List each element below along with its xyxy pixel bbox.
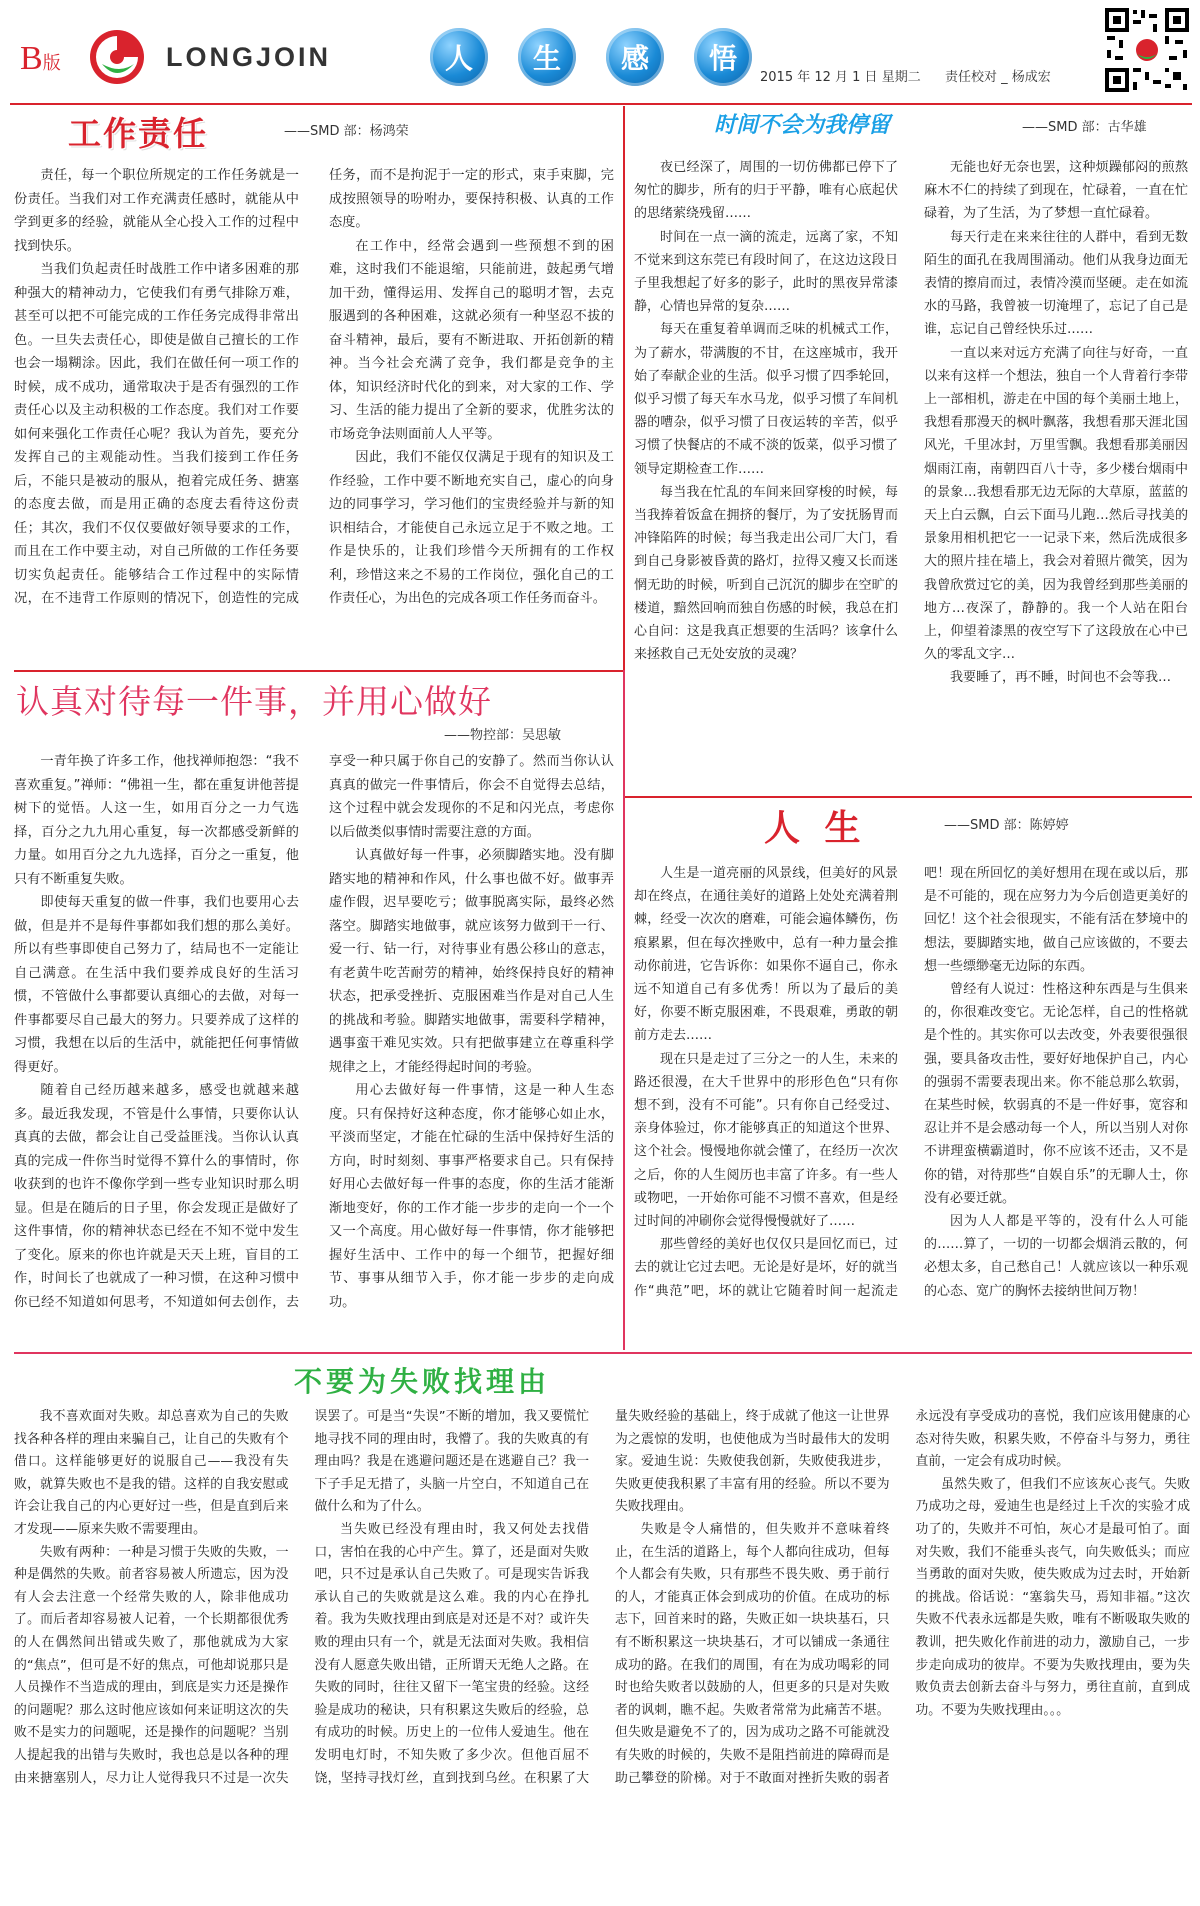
paragraph: 在工作中，经常会遇到一些预想不到的困难，这时我们不能退缩，只能前进，鼓起勇气增加干劲，懂得运用、发挥自己的聪明才智，去克服遇到的各种困难，这就必须有一种坚忍不拔的奋斗精神，最后，要有不断进取、开拓创新的精神。当今社会充满了竞争，我们都是竞争的主体，知识经济时代化的到来，对大家的工作、学习、生活的能力提出了全新的要求，优胜劣汰的市场竞争法则面前人人平等。 <box>329 238 614 442</box>
column-divider <box>623 670 625 1350</box>
article-title: 人 生 <box>764 808 867 849</box>
paragraph: 即使每天重复的做一件事，我们也要用心去做，但是并不是每件事都如我们想的那么美好。所以有些事即使自己努力了，结局也不一定能让自己满意。在生活中我们要养成良好的生活习惯，不管做什么事都要认真细心的去做，对每一件事都要尽自己最大的努力。只要养成了这样的习惯，我想在以后的生活中，就能把任何事情做得更好。 <box>14 895 299 1075</box>
article-title: 时间不会为我停留 <box>714 113 891 138</box>
article-title: 不要为失败找理由 <box>294 1365 551 1398</box>
paragraph: 当我们负起责任时战胜工作中诸多困难的那种强大的精神动力，它使我们有勇气排除万难，甚至可以把不可能完成的工作任务完成得非常出色。一旦失去责任心，即使是做自己擅长的工作也会一塌糊涂。因此，我们在做任何一项工作的时候，成不成功，通常取决于是否有强烈的工作责任心以及主动积极的工作态度。我们对工作要如何来强化工作责任心呢？我认为首先，要充分发挥自己的主观能动性。当我们接到工作任务后，不能只是被动的服从，抱着完成任务、搪塞的态度去做，而是用正确的态度去看待这份责任；其次，我们不仅仅要做好领导要求的工作，而且在工作中要主动，对自己所做的工作任务要切实负起责任。能够结合工作过程中的实际情况，在不违背工作原则的情况下，创造性的完成任务，而不是拘泥于一定的形式，束手束脚，完成按照领导的吩咐办，要保持积极、认真的工作态度。 <box>14 168 614 606</box>
article-life <box>634 800 1188 1348</box>
article-title: 认真对待每一件事，并用心做好 <box>16 682 492 721</box>
article-body <box>14 1406 1190 1888</box>
paragraph: 因为人人都是平等的，没有什么人可能的……算了，一切的一切都会烟消云散的，何必想太多，自己愁自己！人就应该以一种乐观的心态、宽广的胸怀去接纳世间万物！ <box>924 1214 1188 1299</box>
issue-date: 2015 年 12 月 1 日 星期二 <box>760 70 921 85</box>
paragraph: 人生是一道亮丽的风景线，但美好的风景却在终点，在通往美好的道路上处处充满着荆棘，经受一次次的磨难，可能会遍体鳞伤，伤痕累累，但在每次挫败中，总有一种力量会推动你前进，它告诉你：如果你不逼自己，你永远不知道自己有多优秀！所以为了最后的美好，你要不断克服困难，不畏艰难，勇敢的朝前方走去…… <box>634 866 898 1044</box>
article-byline: ——SMD 部：陈婷婷 <box>944 818 1069 833</box>
paragraph: 失败有两种：一种是习惯于失败的失败，一种是偶然的失败。前者容易被人所遗忘，因为没有人会去注意一个经常失败的人，除非他成功了。而后者却容易被人记着，一个长期都很优秀的人在偶然间出错或失败了，那他就成为大家的“焦点”，但可是不好的焦点，可他却说那只是人员操作不当造成的理由，到底是实力还是操作的问题呢？那么这时他应该如何来证明这次的失败不是实力的问题呢，还是操作的问题呢？当别人提起我的出错与失败时，我也总是以各种的理由来搪塞别人，尽力让人觉得我只不过是一次失误罢了。可是当“失误”不断的增加，我又要慌忙地寻找不同的理由时，我懵了。我的失败真的有理由吗？我是在逃避问题还是在逃避自己？我一下子手足无措了，头脑一片空白，不知道自己在做什么和为了什么。 <box>14 1409 589 1786</box>
article-time-waits-for-no-one <box>634 108 1188 794</box>
paragraph: 夜已经深了，周围的一切仿佛都已停下了匆忙的脚步，所有的归于平静，唯有心底起伏的思绪萦绕残留…… <box>634 160 898 222</box>
paragraph: 曾经有人说过：性格这种东西是与生俱来的，你很难改变它。无论怎样，自己的性格就是个性的。其实你可以去改变，外表要很强很强，要具备攻击性，要好好地保护自己，内心的强弱不需要表现出来。你不能总那么软弱，在某些时候，软弱真的不是一件好事，宽容和忍让并不是会感动每一个人，所以当别人对你不讲理蛮横霸道时，你不应该不还击，又不是你的错，对待那些“自娱自乐”的无聊人士，你没有必要迁就。 <box>924 982 1188 1206</box>
section-char-3: 感 <box>606 28 664 86</box>
edition-letter: B <box>20 40 43 77</box>
paragraph: 我要睡了，再不睡，时间也不会等我… <box>950 670 1172 686</box>
article-body <box>14 750 614 1344</box>
paragraph: 用心去做好每一件事情，这是一种人生态度。只有保持好这种态度，你才能够心如止水，平淡而坚定，才能在忙碌的生活中保持好生活的方向，时时刻刻、事事严格要求自己。只有保持好用心去做好每一件事的态度，你的生活才能渐渐地变好，你的工作才能一步步的走向一个一个又一个高度。用心做好每一件事情，你才能够把握好生活中、工作中的每一个细节，把握好细节、事事从细节入手，你才能一步步的走向成功。 <box>329 1083 614 1310</box>
article-byline: ——物控部：吴思敏 <box>444 728 562 743</box>
paragraph: 认真做好每一件事，必须脚踏实地。没有脚踏实地的精神和作风，什么事也做不好。做事弄虚作假，迟早要吃亏；做事脱离实际，最终必然落空。脚踏实地做事，就应该努力做到干一行、爱一行、钻一行，对待事业有愚公移山的意志，有老黄牛吃苦耐劳的精神，始终保持良好的精神状态，把承受挫折、克服困难当作是对自己人生的挑战和考验。脚踏实地做事，需要科学精神，遇事蛮干难见实效。只有把做事建立在尊重科学规律之上，才能经得起时间的考验。 <box>329 848 614 1075</box>
article-take-everything-seriously <box>14 676 614 1346</box>
paragraph: 一直以来对远方充满了向往与好奇，一直以来有这样一个想法，独自一个人背着行李带上一部相机，游走在中国的每个美丽土地上，我想看那漫天的枫叶飘落，我想看那天涯北国风光，千里冰封，万里雪飘。我想看那美丽因烟雨江南，南朝四百八十寺，多少楼台烟雨中的景象…我想看那无边无际的大草原，蓝蓝的天上白云飘，白云下面马儿跑…然后寻找美的景象用相机把它一一记录下来，然后洗成很多大的照片挂在墙上，我会对着照片微笑，因为我曾欣赏过它的美，因为我曾经到那些美丽的地方…夜深了，静静的。我一个人站在阳台上，仰望着漆黑的夜空写下了这段放在心中已久的零乱文字… <box>924 345 1188 663</box>
article-work-responsibility <box>14 108 614 662</box>
paragraph: 我不喜欢面对失败。却总喜欢为自己的失败找各种各样的理由来骗自己，让自己的失败有个借口。这样能够更好的说服自己——我没有失败，就算失败也不是我的错。这样的自我安慰或许会让我自己的内心更好过一些，但是直到后来才发现——原来失败不需要理由。 <box>14 1409 289 1537</box>
company-logo-icon <box>88 28 146 86</box>
article-body <box>634 156 1188 792</box>
article-no-excuses-for-failure <box>14 1360 1190 1896</box>
paragraph: 时间在一点一滴的流走，远离了家，不知不觉来到这东莞已有段时间了，在这边这段日子里我想起了好多的影子，此时的黑夜异常漆静，心情也异常的复杂…… <box>634 229 898 315</box>
section-divider <box>14 1352 1192 1354</box>
article-title: 工作责任 <box>68 114 208 153</box>
paragraph: 每当我在忙乱的车间来回穿梭的时候，每当我捧着饭盒在拥挤的餐厅，为了安抚肠胃而冲锋陷阵的时候；每当我走出公司厂大门，看到自己身影被昏黄的路灯，拉得又瘦又长而迷惘无助的时候，听到自己沉沉的脚步在空旷的楼道，黯然回响而独自伤感的时候，我总在扪心自问：这是我真正想要的生活吗？该拿什么来拯救自己无处安放的灵魂？ <box>634 484 898 663</box>
article-body <box>634 862 1188 1348</box>
section-divider <box>14 670 623 672</box>
paragraph: 虽然失败了，但我们不应该灰心丧气。失败乃成功之母，爱迪生也是经过上千次的实验才成功了的，失败并不可怕，灰心才是最可怕了。面对失败，我们不能垂头丧气，向失败低头；而应当勇敢的面对失败，使失败成为过去时，开始新的挑战。俗话说：“塞翁失马，焉知非福。”这次失败不代表永远都是失败，唯有不断吸取失败的教训，把失败化作前进的动力，激励自己，一步步走向成功的彼岸。不要为失败找理由，要为失败负责去创新去奋斗与努力，勇往直前，直到成功。不要为失败找理由。。。 <box>915 1476 1190 1718</box>
paragraph: 一青年换了许多工作，他找禅师抱怨：“我不喜欢重复。”禅师：“佛祖一生，都在重复讲他菩提树下的觉悟。人这一生，如用百分之一力气选择，百分之九九用心重复，每一次都感受新鲜的力量。如用百分之九九选择，百分之一重复，他只有不断重复失败。 <box>14 754 299 887</box>
paragraph: 无能也好无奈也罢，这种烦躁郁闷的煎熬麻木不仁的持续了到现在，忙碌着，一直在忙碌着，为了生活，为了梦想一直忙碌着。 <box>924 160 1188 222</box>
section-char-2: 生 <box>518 28 576 86</box>
paragraph: 因此，我们不能仅仅满足于现有的知识及工作经验，工作中要不断地充实自己，虚心的向身边的同事学习，学习他们的宝贵经验并与新的知识相结合，才能使自己永远立足于不败之地。工作是快乐的，让我们珍惜今天所拥有的工作权利，珍惜这来之不易的工作岗位，强化自己的工作责任心，为出色的完成各项工作任务而奋斗。 <box>329 450 614 606</box>
proofreader: 责任校对 _ 杨成宏 <box>945 70 1051 85</box>
paragraph: 那些曾经的美好也仅仅只是回忆而已，过去的就让它过去吧。无论是好是坏，好的就当作“典范”吧，坏的就让它随着时间一起流走吧！现在所回忆的美好想用在现在或以后，那是不可能的，现在应努力为今后创造更美好的回忆！这个社会很现实，不能有活在梦境中的想法，要脚踏实地，做自己应该做的，不要去想一些缥缈毫无边际的东西。 <box>634 866 1188 1299</box>
edition-label <box>20 40 61 78</box>
paragraph: 当失败已经没有理由时，我又何处去找借口，害怕在我的心中产生。算了，还是面对失败吧，只不过是承认自己失败了。可是现实告诉我承认自己的失败就是这么难。我的内心在挣扎着。我为失败找理由到底是对还是不对？或许失败的理由只有一个，就是无法面对失败。我相信没有人愿意失败出错，正所谓天无绝人之路。在失败的同时，往往又留下一笔宝贵的经验。这经验是成功的秘诀，只有积累这失败后的经验，总有成功的时候。历史上的一位伟人爱迪生。他在发明电灯时，不知失败了多少次。但他百屈不饶，坚持寻找灯丝，直到找到乌丝。在积累了大量失败经验的基础上，终于成就了他这一让世界为之震惊的发明，也使他成为当时最伟大的发明家。爱迪生说：失败使我创新，失败使我进步，失败更使我积累了丰富有用的经验。所以不要为失败找理由。 <box>314 1409 890 1786</box>
paragraph: 现在只是走过了三分之一的人生，未来的路还很漫，在大千世界中的形形色色“只有你想不到，没有不可能”。只有你自己经受过、亲身体验过，你才能够真正的知道这个世界、这个社会。慢慢地你就会懂了，在经历一次次之后，你的人生阅历也丰富了许多。有一些人或物吧，一开始你可能不习惯不喜欢，但是经过时间的冲刷你会觉得慢慢就好了…… <box>634 1051 898 1230</box>
paragraph: 责任，每一个职位所规定的工作任务就是一份责任。当我们对工作充满责任感时，就能从中学到更多的经验，就能从全心投入工作的过程中找到快乐。 <box>14 168 299 254</box>
masthead <box>0 0 1200 110</box>
article-body <box>14 164 614 660</box>
section-char-1: 人 <box>430 28 488 86</box>
article-byline: ——SMD 部：古华雄 <box>1022 120 1147 135</box>
paragraph: 失败是令人痛惜的，但失败并不意味着终止，在生活的道路上，每个人都向往成功，但每个人都会有失败，只有那些不畏失败、勇于前行的人，才能真正体会到成功的价值。在成功的标志下，回首来时的路，失败正如一块块基石，只有不断积累这一块块基石，才可以铺成一条通往成功的路。在我们的周围，有在为成功喝彩的同时也给失败者以鼓励的人，但更多的只是对失败者的讽刺，瞧不起。失败者常常为此痛苦不堪。但失败是避免不了的，因为成功之路不可能就没有失败的时候的，失败不是阻挡前进的障碍而是助己攀登的阶梯。对于不敢面对挫折失败的弱者永远没有享受成功的喜悦，我们应该用健康的心态对待失败，积累失败，不停奋斗与努力，勇往直前，一定会有成功时候。 <box>615 1409 1190 1786</box>
qr-code-icon <box>1103 6 1191 94</box>
edition-suffix: 版 <box>42 53 61 73</box>
section-char-4: 悟 <box>694 28 752 86</box>
brand-name: LONGJOIN <box>166 42 332 72</box>
paragraph: 每天行走在来来往往的人群中，看到无数陌生的面孔在我周围涌动。他们从我身边面无表情的擦肩而过，表情冷漠而坚硬。走在如流水的马路，我曾被一切淹埋了，忘记了自己是谁，忘记自己曾经快乐过…… <box>924 229 1188 338</box>
article-byline: ——SMD 部：杨鸿荣 <box>284 124 409 139</box>
paragraph: 随着自己经历越来越多，感受也就越来越多。最近我发现，不管是什么事情，只要你认认真真的去做，都会让自己受益匪浅。当你认认真真的完成一件你当时觉得不算什么的事情时，你收获到的也许不像你学到一些专业知识时那么明显。但是在随后的日子里，你会发现正是做好了这件事情，你的精神状态已经在不知不觉中发生了变化。原来的你也许就是天天上班，盲目的工作，时间长了也就成了一种习惯，在这种习惯中你已经不知道如何思考，不知道如何去创作，去享受一种只属于你自己的安静了。然而当你认认真真的做完一件事情后，你会不自觉得去总结，这个过程中就会发现你的不足和闪光点，考虑你以后做类似事情时需要注意的方面。 <box>14 754 614 1310</box>
paragraph: 每天在重复着单调而乏味的机械式工作，为了薪水，带满腹的不甘，在这座城市，我开始了奉献企业的生活。似乎习惯了四季轮回，似乎习惯了每天车水马龙，似乎习惯了车间机器的嘈杂，似乎习惯了日夜运转的辛苦，似乎习惯了快餐店的不咸不淡的饭菜，似乎习惯了领导定期检查工作…… <box>634 322 898 477</box>
section-divider <box>624 796 1192 798</box>
section-title <box>430 28 752 86</box>
masthead-rule <box>10 103 1192 105</box>
